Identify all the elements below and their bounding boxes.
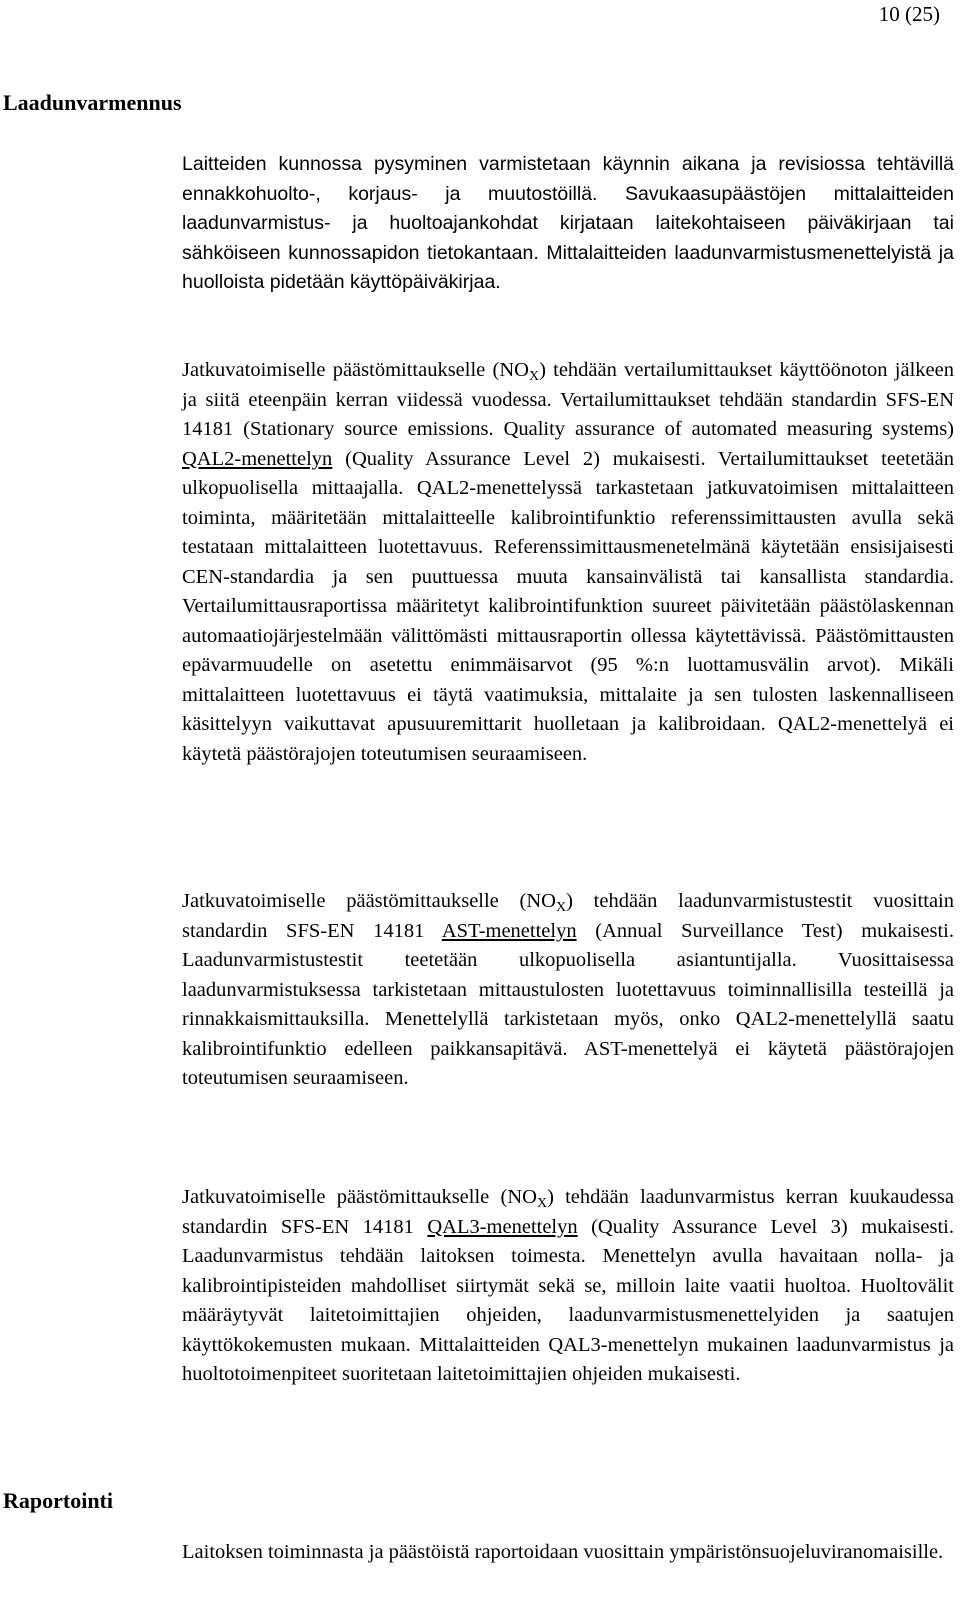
paragraph-text: ) tehdään laadunvarmistustestit vuosittain standardin SFS-EN 14181	[182, 890, 954, 942]
paragraph-text: (Quality Assurance Level 2) mukaisesti. Vertailumittaukset teetetään ulkopuolisella mittaajalla. QAL2-menettelyssä tarkastetaan jatkuvatoimisen mittalaitteen toiminta, määritetään mittalaitteelle kalibrointifunktio referenssimittausten avulla sekä testataan mittalaitteen luotettavuus. Referenssimittausmenetelmänä käytetään ensisijaisesti CEN-standardia ja sen puuttuessa muuta kansainvälistä tai kansallista standardia. Vertailumittausraportissa määritetyt kalibrointifunktion suureet päivitetään päästölaskennan automaatiojärjestelmään välittömästi mittausraportin ollessa käytettävissä. Päästömittausten epävarmuudelle on asetettu enimmäisarvot (95 %:n luottamusvälin arvot). Mikäli mittalaitteen luotettavuus ei täytä vaatimuksia, mittalaite ja sen tulosten laskennalliseen käsittelyyn vaikuttavat apusuuremittarit huolletaan ja kalibroidaan. QAL2-menettelyä ei käytetä päästörajojen toteutumisen seuraamiseen.	[182, 447, 954, 765]
paragraph-text: Jatkuvatoimiselle päästömittaukselle (NO	[182, 359, 529, 381]
paragraph-text: (Quality Assurance Level 3) mukaisesti. Laadunvarmistus tehdään laitoksen toimesta. Menettelyn avulla havaitaan nolla- ja kalibrointipisteiden mahdolliset siirtymät sekä se, milloin laite vaatii huoltoa. Huoltovälit määräytyvät laitetoimittajien ohjeiden, laadunvarmistusmenettelyiden ja saatujen käyttökokemusten mukaan. Mittalaitteiden QAL3-menettelyn mukainen laadunvarmistus ja huoltotoimenpiteet suoritetaan laitetoimittajien ohjeiden mukaisesti.	[182, 1215, 954, 1385]
subscript-x: X	[528, 369, 540, 384]
subscript-x: X	[555, 900, 567, 915]
subscript-x: X	[536, 1196, 548, 1211]
paragraph-reporting: Laitoksen toiminnasta ja päästöistä raportoidaan vuosittain ympäristönsuojeluviranomaisille.	[182, 1541, 944, 1563]
section-heading-raportointi: Raportointi	[3, 1488, 113, 1513]
paragraph-text: (Annual Surveillance Test) mukaisesti. Laadunvarmistustestit teetetään ulkopuolisella asiantuntijalla. Vuosittaisessa laadunvarmistuksessa tarkistetaan mittaustulosten luotettavuus toiminnallisilla testeillä ja rinnakkaismittauksilla. Menettelyllä tarkistetaan myös, onko QAL2-menettelyllä saatu kalibrointifunktio edelleen paikkansapitävä. AST-menettelyä ei käytetä päästörajojen toteutumisen seuraamiseen.	[182, 919, 954, 1089]
ast-link[interactable]: AST-menettelyn	[441, 919, 577, 942]
paragraph-qal3	[182, 1183, 954, 1390]
paragraph-maintenance: Laitteiden kunnossa pysyminen varmistetaan käynnin aikana ja revisiossa tehtävillä ennakkohuolto-, korjaus- ja muutostöillä. Savukaasupäästöjen mittalaitteiden laadunvarmistus- ja huoltoajankohdat kirjataan laitekohtaiseen päiväkirjaan tai sähköiseen kunnossapidon tietokantaan. Mittalaitteiden laadunvarmistusmenettelyistä ja huolloista pidetään käyttöpäiväkirjaa.	[182, 153, 954, 293]
page-number: 10 (25)	[878, 2, 940, 26]
section-heading-laadunvarmennus: Laadunvarmennus	[3, 90, 182, 115]
paragraph-ast	[182, 887, 954, 1094]
qal3-link[interactable]: QAL3-menettelyn	[427, 1215, 578, 1238]
paragraph-text: Jatkuvatoimiselle päästömittaukselle (NO	[182, 1186, 537, 1208]
paragraph-text: Jatkuvatoimiselle päästömittaukselle (NO	[182, 890, 556, 912]
qal2-link[interactable]: QAL2-menettelyn	[182, 447, 333, 470]
paragraph-qal2	[182, 356, 954, 769]
paragraph-text: ) tehdään laadunvarmistus kerran kuukaudessa standardin SFS-EN 14181	[182, 1186, 954, 1238]
paragraph-text: ) tehdään vertailumittaukset käyttöönoton jälkeen ja siitä eteenpäin kerran viidessä vuodessa. Vertailumittaukset tehdään standardin SFS-EN 14181 (Stationary source emissions. Quality assurance of automated measuring systems)	[182, 359, 954, 440]
